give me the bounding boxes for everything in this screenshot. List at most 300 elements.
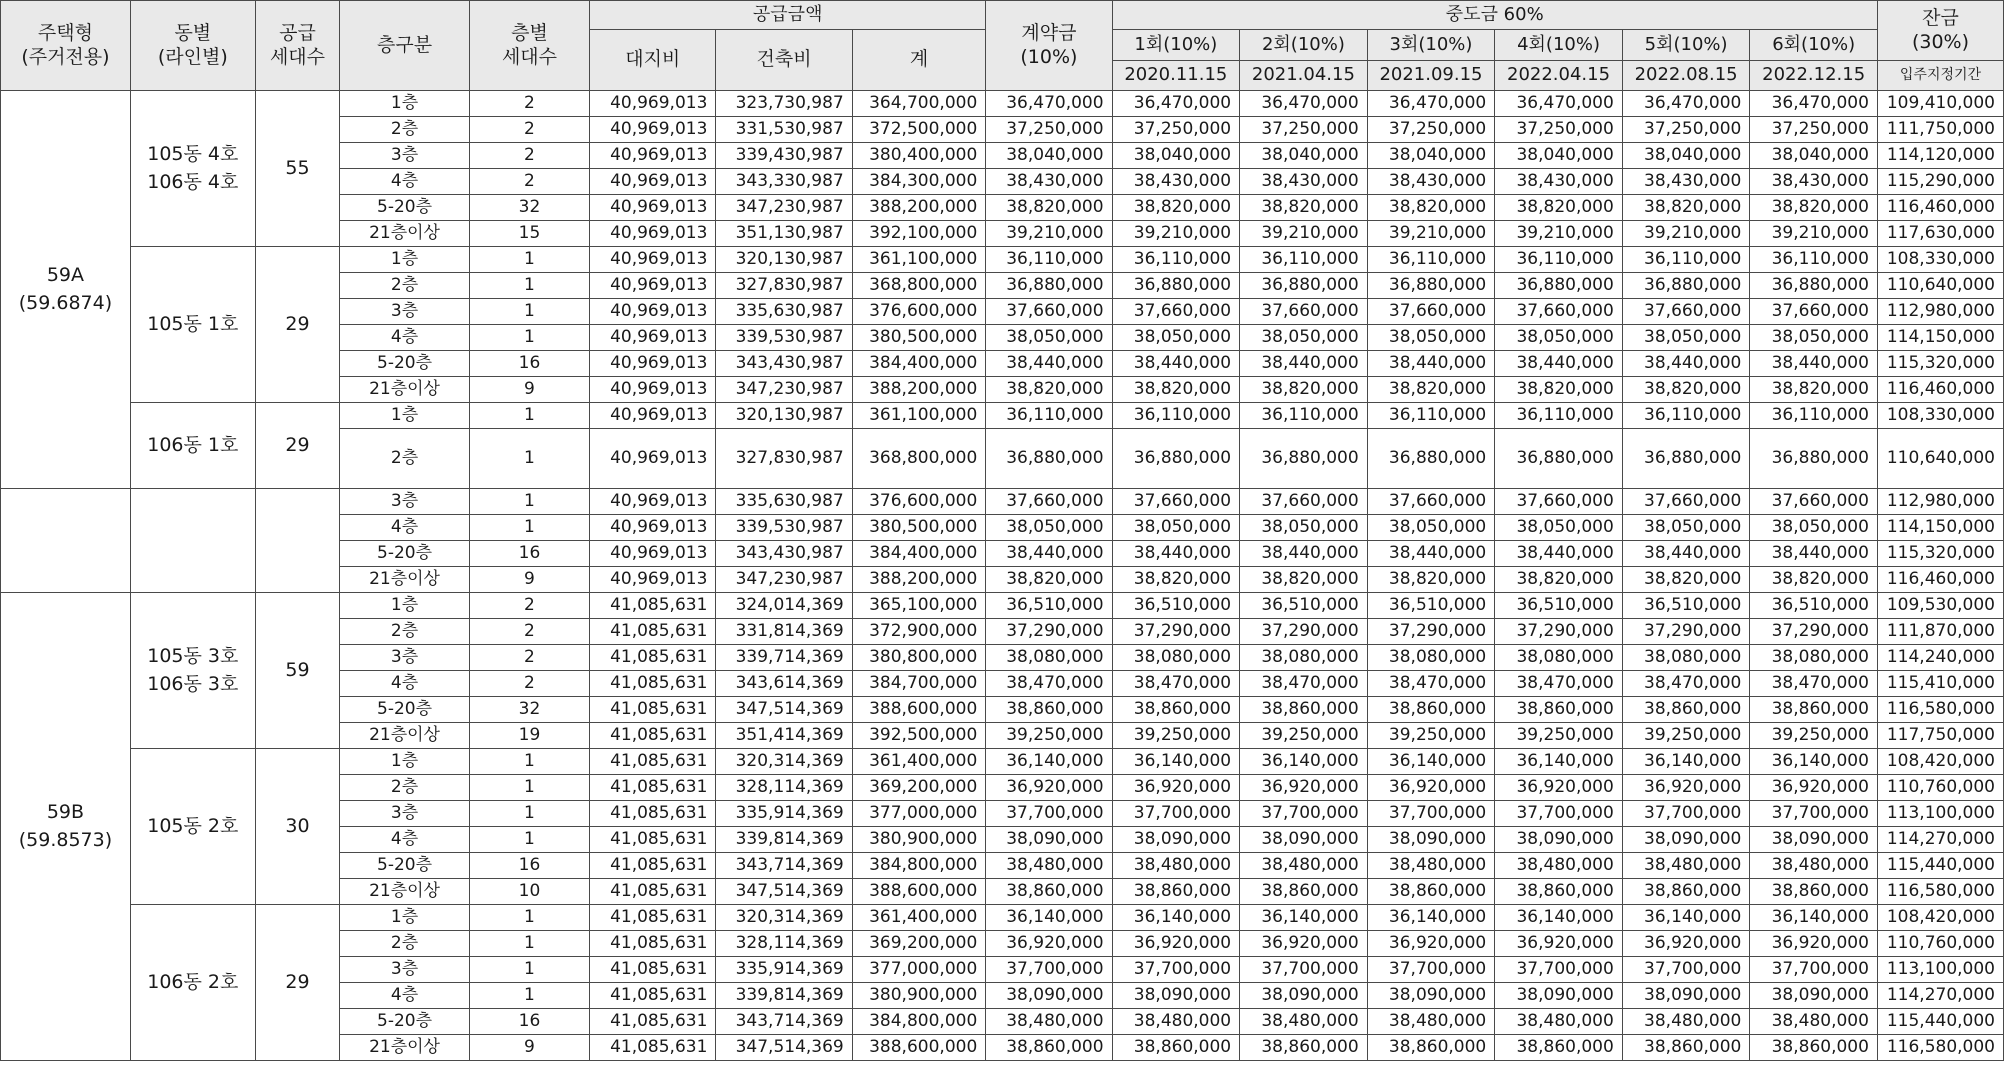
installment-4-cell: 36,140,000 (1495, 749, 1623, 775)
building-cost-cell: 320,314,369 (716, 905, 852, 931)
deposit-cell: 37,290,000 (986, 619, 1112, 645)
floor-type-cell: 1층 (340, 91, 470, 117)
total-cost-cell: 380,500,000 (852, 325, 986, 351)
balance-cell: 114,150,000 (1877, 325, 2003, 351)
installment-3-cell: 38,050,000 (1367, 515, 1495, 541)
installment-6-cell: 36,920,000 (1750, 775, 1878, 801)
installment-1-cell: 38,050,000 (1112, 515, 1240, 541)
floor-units-cell: 2 (469, 91, 589, 117)
deposit-cell: 37,250,000 (986, 117, 1112, 143)
land-cost-cell: 40,969,013 (590, 273, 716, 299)
balance-cell: 110,760,000 (1877, 931, 2003, 957)
floor-units-cell: 32 (469, 697, 589, 723)
installment-5-cell: 37,660,000 (1622, 489, 1750, 515)
installment-2-cell: 38,050,000 (1240, 515, 1368, 541)
installment-3-cell: 38,430,000 (1367, 169, 1495, 195)
balance-cell: 109,530,000 (1877, 593, 2003, 619)
floor-type-cell: 2층 (340, 429, 470, 489)
building-cost-cell: 320,130,987 (716, 403, 852, 429)
land-cost-cell: 40,969,013 (590, 429, 716, 489)
installment-4-cell: 36,920,000 (1495, 775, 1623, 801)
installment-5-cell: 36,880,000 (1622, 273, 1750, 299)
floor-units-cell: 1 (469, 775, 589, 801)
installment-3-cell: 38,860,000 (1367, 879, 1495, 905)
total-cost-cell: 361,100,000 (852, 247, 986, 273)
installment-4-cell: 38,090,000 (1495, 983, 1623, 1009)
installment-5-cell: 37,700,000 (1622, 957, 1750, 983)
floor-type-cell: 2층 (340, 273, 470, 299)
installment-5-cell: 38,050,000 (1622, 325, 1750, 351)
installment-5-cell: 38,820,000 (1622, 195, 1750, 221)
header-land: 대지비 (590, 30, 716, 91)
floor-units-cell: 2 (469, 619, 589, 645)
installment-4-cell: 39,210,000 (1495, 221, 1623, 247)
land-cost-cell: 41,085,631 (590, 801, 716, 827)
installment-6-cell: 38,820,000 (1750, 195, 1878, 221)
installment-5-cell: 38,820,000 (1622, 377, 1750, 403)
floor-type-cell: 4층 (340, 169, 470, 195)
house-type-cell: 59A (59.6874) (1, 91, 131, 489)
header-house-type: 주택형 (주거전용) (1, 1, 131, 91)
installment-2-cell: 36,140,000 (1240, 905, 1368, 931)
total-cost-cell: 368,800,000 (852, 273, 986, 299)
floor-type-cell: 2층 (340, 619, 470, 645)
land-cost-cell: 40,969,013 (590, 169, 716, 195)
installment-5-cell: 36,920,000 (1622, 775, 1750, 801)
floor-units-cell: 16 (469, 853, 589, 879)
installment-5-cell: 38,430,000 (1622, 169, 1750, 195)
balance-cell: 112,980,000 (1877, 299, 2003, 325)
land-cost-cell: 41,085,631 (590, 957, 716, 983)
building-cost-cell: 324,014,369 (716, 593, 852, 619)
total-cost-cell: 388,200,000 (852, 195, 986, 221)
installment-1-cell: 38,090,000 (1112, 827, 1240, 853)
installment-5-cell: 36,920,000 (1622, 931, 1750, 957)
floor-units-cell: 1 (469, 801, 589, 827)
building-cost-cell: 351,414,369 (716, 723, 852, 749)
installment-2-cell: 38,820,000 (1240, 377, 1368, 403)
installment-5-cell: 38,440,000 (1622, 541, 1750, 567)
installment-1-cell: 38,860,000 (1112, 879, 1240, 905)
deposit-cell: 38,080,000 (986, 645, 1112, 671)
installment-5-cell: 36,470,000 (1622, 91, 1750, 117)
floor-units-cell: 9 (469, 567, 589, 593)
installment-3-cell: 38,860,000 (1367, 1035, 1495, 1061)
installment-6-cell: 36,880,000 (1750, 429, 1878, 489)
installment-1-cell: 37,700,000 (1112, 957, 1240, 983)
building-cost-cell: 343,430,987 (716, 541, 852, 567)
installment-3-cell: 36,110,000 (1367, 247, 1495, 273)
land-cost-cell: 41,085,631 (590, 723, 716, 749)
header-dong: 동별 (라인별) (130, 1, 255, 91)
installment-3-cell: 36,140,000 (1367, 905, 1495, 931)
table-row (1, 905, 2004, 931)
deposit-cell: 39,210,000 (986, 221, 1112, 247)
building-cost-cell: 343,714,369 (716, 1009, 852, 1035)
installment-2-cell: 37,660,000 (1240, 489, 1368, 515)
installment-2-cell: 37,290,000 (1240, 619, 1368, 645)
land-cost-cell: 40,969,013 (590, 515, 716, 541)
balance-cell: 114,270,000 (1877, 983, 2003, 1009)
installment-4-cell: 36,110,000 (1495, 403, 1623, 429)
building-cost-cell: 331,814,369 (716, 619, 852, 645)
header-installment-label: 3회(10%) (1367, 30, 1495, 61)
floor-type-cell: 3층 (340, 801, 470, 827)
deposit-cell: 36,140,000 (986, 749, 1112, 775)
installment-2-cell: 37,250,000 (1240, 117, 1368, 143)
installment-1-cell: 36,140,000 (1112, 905, 1240, 931)
floor-type-cell: 2층 (340, 117, 470, 143)
building-cost-cell: 347,230,987 (716, 377, 852, 403)
land-cost-cell: 40,969,013 (590, 117, 716, 143)
total-cost-cell: 384,300,000 (852, 169, 986, 195)
land-cost-cell: 40,969,013 (590, 541, 716, 567)
installment-6-cell: 38,820,000 (1750, 567, 1878, 593)
floor-units-cell: 32 (469, 195, 589, 221)
installment-6-cell: 38,080,000 (1750, 645, 1878, 671)
installment-5-cell: 38,080,000 (1622, 645, 1750, 671)
installment-3-cell: 36,140,000 (1367, 749, 1495, 775)
installment-6-cell: 38,440,000 (1750, 541, 1878, 567)
installment-1-cell: 38,860,000 (1112, 697, 1240, 723)
supply-units-cell: 29 (255, 247, 340, 403)
header-installment-date: 2021.09.15 (1367, 61, 1495, 91)
dong-line-cell: 106동 2호 (130, 905, 255, 1061)
installment-6-cell: 38,860,000 (1750, 879, 1878, 905)
dong-line-cell: 105동 4호 106동 4호 (130, 91, 255, 247)
building-cost-cell: 343,614,369 (716, 671, 852, 697)
installment-5-cell: 38,860,000 (1622, 697, 1750, 723)
balance-cell: 117,630,000 (1877, 221, 2003, 247)
balance-cell: 116,580,000 (1877, 697, 2003, 723)
installment-2-cell: 38,090,000 (1240, 827, 1368, 853)
balance-cell: 111,750,000 (1877, 117, 2003, 143)
installment-2-cell: 39,210,000 (1240, 221, 1368, 247)
building-cost-cell: 335,630,987 (716, 299, 852, 325)
deposit-cell: 38,860,000 (986, 879, 1112, 905)
installment-1-cell: 36,920,000 (1112, 931, 1240, 957)
installment-3-cell: 39,250,000 (1367, 723, 1495, 749)
building-cost-cell: 343,330,987 (716, 169, 852, 195)
installment-2-cell: 38,080,000 (1240, 645, 1368, 671)
floor-units-cell: 2 (469, 169, 589, 195)
table-row (1, 593, 2004, 619)
floor-type-cell: 2층 (340, 775, 470, 801)
building-cost-cell: 347,514,369 (716, 879, 852, 905)
building-cost-cell: 339,814,369 (716, 827, 852, 853)
installment-5-cell: 38,090,000 (1622, 827, 1750, 853)
deposit-cell: 36,880,000 (986, 429, 1112, 489)
floor-type-cell: 21층이상 (340, 377, 470, 403)
deposit-cell: 38,040,000 (986, 143, 1112, 169)
supply-units-cell: 29 (255, 403, 340, 489)
deposit-cell: 38,440,000 (986, 351, 1112, 377)
deposit-cell: 36,920,000 (986, 775, 1112, 801)
installment-6-cell: 37,250,000 (1750, 117, 1878, 143)
installment-1-cell: 36,110,000 (1112, 247, 1240, 273)
floor-type-cell: 5-20층 (340, 541, 470, 567)
table-header (1, 1, 2004, 91)
floor-units-cell: 1 (469, 489, 589, 515)
balance-cell: 115,440,000 (1877, 1009, 2003, 1035)
floor-type-cell: 2층 (340, 931, 470, 957)
installment-2-cell: 38,440,000 (1240, 541, 1368, 567)
installment-5-cell: 36,140,000 (1622, 749, 1750, 775)
installment-4-cell: 37,700,000 (1495, 801, 1623, 827)
installment-5-cell: 38,480,000 (1622, 1009, 1750, 1035)
installment-6-cell: 38,440,000 (1750, 351, 1878, 377)
building-cost-cell: 347,230,987 (716, 567, 852, 593)
floor-type-cell: 5-20층 (340, 351, 470, 377)
balance-cell: 115,410,000 (1877, 671, 2003, 697)
building-cost-cell: 347,514,369 (716, 1035, 852, 1061)
installment-4-cell: 36,920,000 (1495, 931, 1623, 957)
total-cost-cell: 388,600,000 (852, 1035, 986, 1061)
balance-cell: 116,460,000 (1877, 377, 2003, 403)
building-cost-cell: 343,714,369 (716, 853, 852, 879)
building-cost-cell: 327,830,987 (716, 273, 852, 299)
total-cost-cell: 392,500,000 (852, 723, 986, 749)
floor-type-cell: 1층 (340, 247, 470, 273)
floor-units-cell: 2 (469, 117, 589, 143)
dong-line-cell: 105동 3호 106동 3호 (130, 593, 255, 749)
floor-type-cell: 3층 (340, 299, 470, 325)
deposit-cell: 38,480,000 (986, 1009, 1112, 1035)
installment-2-cell: 38,820,000 (1240, 195, 1368, 221)
installment-4-cell: 37,290,000 (1495, 619, 1623, 645)
total-cost-cell: 372,500,000 (852, 117, 986, 143)
installment-5-cell: 37,660,000 (1622, 299, 1750, 325)
installment-4-cell: 36,470,000 (1495, 91, 1623, 117)
header-installment-date: 2022.08.15 (1622, 61, 1750, 91)
installment-6-cell: 38,040,000 (1750, 143, 1878, 169)
installment-4-cell: 36,880,000 (1495, 429, 1623, 489)
installment-5-cell: 36,140,000 (1622, 905, 1750, 931)
floor-type-cell: 5-20층 (340, 697, 470, 723)
header-deposit: 계약금 (10%) (986, 1, 1112, 91)
floor-type-cell: 4층 (340, 983, 470, 1009)
building-cost-cell: 351,130,987 (716, 221, 852, 247)
deposit-cell: 39,250,000 (986, 723, 1112, 749)
land-cost-cell: 40,969,013 (590, 195, 716, 221)
house-type-cell (1, 489, 131, 593)
installment-5-cell: 38,040,000 (1622, 143, 1750, 169)
floor-units-cell: 1 (469, 247, 589, 273)
installment-1-cell: 36,110,000 (1112, 403, 1240, 429)
balance-cell: 115,320,000 (1877, 351, 2003, 377)
deposit-cell: 38,470,000 (986, 671, 1112, 697)
installment-5-cell: 38,470,000 (1622, 671, 1750, 697)
installment-6-cell: 38,820,000 (1750, 377, 1878, 403)
floor-type-cell: 3층 (340, 143, 470, 169)
installment-2-cell: 36,880,000 (1240, 429, 1368, 489)
installment-1-cell: 37,660,000 (1112, 489, 1240, 515)
installment-2-cell: 38,860,000 (1240, 879, 1368, 905)
total-cost-cell: 377,000,000 (852, 801, 986, 827)
installment-2-cell: 38,050,000 (1240, 325, 1368, 351)
installment-4-cell: 38,860,000 (1495, 697, 1623, 723)
floor-units-cell: 16 (469, 1009, 589, 1035)
installment-4-cell: 38,480,000 (1495, 853, 1623, 879)
deposit-cell: 38,860,000 (986, 1035, 1112, 1061)
supply-units-cell: 30 (255, 749, 340, 905)
floor-type-cell: 21층이상 (340, 1035, 470, 1061)
header-installment-date: 2022.04.15 (1495, 61, 1623, 91)
table-row (1, 91, 2004, 117)
total-cost-cell: 380,900,000 (852, 827, 986, 853)
deposit-cell: 38,820,000 (986, 195, 1112, 221)
installment-1-cell: 38,480,000 (1112, 1009, 1240, 1035)
installment-1-cell: 38,470,000 (1112, 671, 1240, 697)
building-cost-cell: 323,730,987 (716, 91, 852, 117)
installment-4-cell: 38,090,000 (1495, 827, 1623, 853)
total-cost-cell: 380,400,000 (852, 143, 986, 169)
header-installment-label: 2회(10%) (1240, 30, 1368, 61)
building-cost-cell: 328,114,369 (716, 775, 852, 801)
installment-2-cell: 37,660,000 (1240, 299, 1368, 325)
installment-1-cell: 36,470,000 (1112, 91, 1240, 117)
deposit-cell: 36,470,000 (986, 91, 1112, 117)
installment-5-cell: 37,250,000 (1622, 117, 1750, 143)
deposit-cell: 37,660,000 (986, 299, 1112, 325)
floor-type-cell: 1층 (340, 749, 470, 775)
floor-units-cell: 1 (469, 957, 589, 983)
floor-type-cell: 3층 (340, 957, 470, 983)
installment-3-cell: 38,090,000 (1367, 827, 1495, 853)
dong-line-cell (130, 489, 255, 593)
installment-1-cell: 36,880,000 (1112, 429, 1240, 489)
installment-6-cell: 36,110,000 (1750, 247, 1878, 273)
installment-1-cell: 39,250,000 (1112, 723, 1240, 749)
land-cost-cell: 41,085,631 (590, 645, 716, 671)
total-cost-cell: 384,400,000 (852, 541, 986, 567)
balance-cell: 110,640,000 (1877, 273, 2003, 299)
installment-6-cell: 37,660,000 (1750, 489, 1878, 515)
deposit-cell: 38,440,000 (986, 541, 1112, 567)
total-cost-cell: 380,900,000 (852, 983, 986, 1009)
installment-4-cell: 38,860,000 (1495, 879, 1623, 905)
header-floor-type: 층구분 (340, 1, 470, 91)
land-cost-cell: 40,969,013 (590, 567, 716, 593)
installment-2-cell: 36,140,000 (1240, 749, 1368, 775)
installment-2-cell: 38,480,000 (1240, 1009, 1368, 1035)
supply-units-cell (255, 489, 340, 593)
table-row (1, 247, 2004, 273)
installment-4-cell: 38,480,000 (1495, 1009, 1623, 1035)
deposit-cell: 37,660,000 (986, 489, 1112, 515)
land-cost-cell: 41,085,631 (590, 905, 716, 931)
installment-3-cell: 36,880,000 (1367, 429, 1495, 489)
balance-cell: 114,120,000 (1877, 143, 2003, 169)
deposit-cell: 38,090,000 (986, 827, 1112, 853)
header-floor-units: 층별 세대수 (469, 1, 589, 91)
floor-type-cell: 21층이상 (340, 723, 470, 749)
installment-6-cell: 38,050,000 (1750, 325, 1878, 351)
installment-6-cell: 37,700,000 (1750, 957, 1878, 983)
deposit-cell: 38,050,000 (986, 515, 1112, 541)
floor-units-cell: 1 (469, 983, 589, 1009)
installment-2-cell: 37,700,000 (1240, 957, 1368, 983)
supply-units-cell: 55 (255, 91, 340, 247)
installment-1-cell: 38,430,000 (1112, 169, 1240, 195)
installment-4-cell: 36,140,000 (1495, 905, 1623, 931)
installment-3-cell: 37,700,000 (1367, 957, 1495, 983)
installment-4-cell: 37,660,000 (1495, 489, 1623, 515)
installment-6-cell: 36,110,000 (1750, 403, 1878, 429)
header-building: 건축비 (716, 30, 852, 91)
floor-units-cell: 19 (469, 723, 589, 749)
total-cost-cell: 392,100,000 (852, 221, 986, 247)
floor-units-cell: 2 (469, 645, 589, 671)
installment-4-cell: 38,820,000 (1495, 567, 1623, 593)
header-supply-amount: 공급금액 (590, 1, 986, 30)
installment-4-cell: 37,250,000 (1495, 117, 1623, 143)
floor-units-cell: 1 (469, 273, 589, 299)
floor-units-cell: 1 (469, 827, 589, 853)
total-cost-cell: 388,600,000 (852, 879, 986, 905)
building-cost-cell: 339,814,369 (716, 983, 852, 1009)
land-cost-cell: 41,085,631 (590, 1035, 716, 1061)
balance-cell: 115,290,000 (1877, 169, 2003, 195)
deposit-cell: 38,090,000 (986, 983, 1112, 1009)
total-cost-cell: 376,600,000 (852, 299, 986, 325)
installment-5-cell: 36,880,000 (1622, 429, 1750, 489)
land-cost-cell: 41,085,631 (590, 775, 716, 801)
building-cost-cell: 320,314,369 (716, 749, 852, 775)
balance-cell: 113,100,000 (1877, 801, 2003, 827)
land-cost-cell: 40,969,013 (590, 403, 716, 429)
header-installment-date: 2022.12.15 (1750, 61, 1878, 91)
installment-2-cell: 36,110,000 (1240, 403, 1368, 429)
floor-units-cell: 9 (469, 1035, 589, 1061)
installment-1-cell: 38,440,000 (1112, 541, 1240, 567)
installment-5-cell: 38,050,000 (1622, 515, 1750, 541)
floor-type-cell: 1층 (340, 593, 470, 619)
installment-5-cell: 38,440,000 (1622, 351, 1750, 377)
total-cost-cell: 372,900,000 (852, 619, 986, 645)
installment-6-cell: 36,510,000 (1750, 593, 1878, 619)
building-cost-cell: 347,514,369 (716, 697, 852, 723)
total-cost-cell: 384,400,000 (852, 351, 986, 377)
installment-1-cell: 37,290,000 (1112, 619, 1240, 645)
installment-5-cell: 36,110,000 (1622, 403, 1750, 429)
floor-units-cell: 2 (469, 671, 589, 697)
floor-units-cell: 16 (469, 351, 589, 377)
floor-units-cell: 2 (469, 143, 589, 169)
installment-5-cell: 38,860,000 (1622, 879, 1750, 905)
total-cost-cell: 368,800,000 (852, 429, 986, 489)
installment-3-cell: 38,090,000 (1367, 983, 1495, 1009)
balance-cell: 114,240,000 (1877, 645, 2003, 671)
installment-2-cell: 36,920,000 (1240, 931, 1368, 957)
installment-6-cell: 36,880,000 (1750, 273, 1878, 299)
header-middle-payment: 중도금 60% (1112, 1, 1877, 30)
installment-4-cell: 36,510,000 (1495, 593, 1623, 619)
deposit-cell: 38,820,000 (986, 377, 1112, 403)
floor-units-cell: 1 (469, 325, 589, 351)
total-cost-cell: 384,800,000 (852, 853, 986, 879)
total-cost-cell: 361,400,000 (852, 905, 986, 931)
table-body (1, 91, 2004, 1061)
installment-4-cell: 38,040,000 (1495, 143, 1623, 169)
land-cost-cell: 40,969,013 (590, 91, 716, 117)
land-cost-cell: 40,969,013 (590, 299, 716, 325)
installment-1-cell: 38,820,000 (1112, 377, 1240, 403)
installment-4-cell: 38,080,000 (1495, 645, 1623, 671)
installment-1-cell: 37,700,000 (1112, 801, 1240, 827)
balance-cell: 114,150,000 (1877, 515, 2003, 541)
land-cost-cell: 41,085,631 (590, 749, 716, 775)
